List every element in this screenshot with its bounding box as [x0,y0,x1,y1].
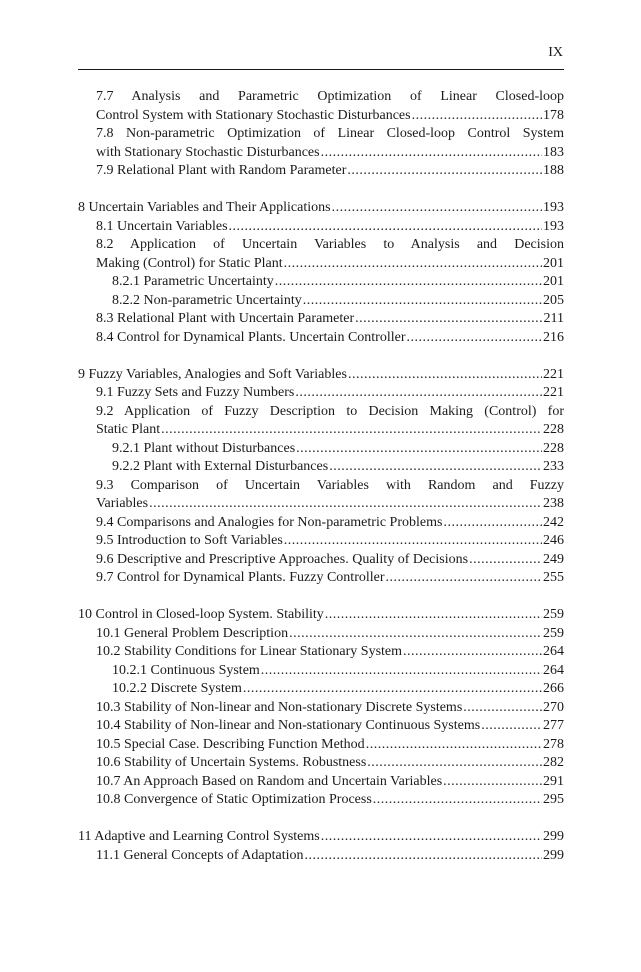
dot-leader [481,717,542,736]
toc-section-entry [78,569,564,588]
toc-entry-line [78,199,564,218]
dot-leader [325,606,542,625]
toc-entry-title: 9.2.2 Plant with External Disturbances [112,459,329,474]
toc-entry-title: 10.2 Stability Conditions for Linear Stationary System [96,644,403,659]
toc-entry-title: 8.2.1 Parametric Uncertainty [112,274,274,289]
toc-entry-line [78,828,564,847]
toc-entry-title: 10.8 Convergence of Static Optimization Process [96,792,372,807]
toc-entry-line [96,736,564,755]
dot-leader [373,791,542,810]
toc-entry-title: 10.5 Special Case. Describing Function Method [96,736,365,752]
toc-entry-title-line: 8.2 Application of Uncertain Variables to Analysis and Decision [96,237,564,252]
toc-entry-page-number: 228 [543,422,564,437]
toc-entry-title: 11.1 General Concepts of Adaptation [96,847,304,863]
toc-section-entry [78,310,564,329]
toc-entry-page-number: 211 [543,311,564,326]
toc-entry-page-number: 242 [543,514,564,530]
dot-leader [412,107,542,126]
toc-section-entry [78,625,564,644]
toc-entry-title: 10.6 Stability of Uncertain Systems. Robustness [96,755,367,770]
dot-leader [295,384,542,403]
toc-entry-line [96,717,564,736]
toc-entry-line [96,144,564,163]
dot-leader [366,736,542,755]
toc-entry-page-number: 188 [543,163,564,178]
toc-entry-page-number: 259 [543,625,564,641]
toc-entry-title: 10.1 General Problem Description [96,625,289,641]
toc-entry-page-number: 266 [543,681,564,696]
toc-entry-line [96,218,564,237]
toc-section-entry [78,218,564,237]
toc-entry-line [96,514,564,533]
dot-leader [329,458,542,477]
toc-entry-line [96,569,564,588]
toc-entry-title: 10.3 Stability of Non-linear and Non-stationary Discrete Systems [96,699,463,715]
toc-section-entry [78,477,564,514]
toc-entry-line [96,310,564,329]
dot-leader [443,773,542,792]
toc-entry-title: 9 Fuzzy Variables, Analogies and Soft Variables [78,366,347,382]
dot-leader [347,162,542,181]
toc-entry-page-number: 233 [543,459,564,474]
toc-entry-line [78,606,564,625]
toc-entry-page-number: 278 [543,736,564,752]
toc-entry-title: Making (Control) for Static Plant [96,255,283,271]
toc-entry-page-number: 277 [543,718,564,733]
toc-section-entry [78,717,564,736]
toc-section-entry [78,532,564,551]
dot-leader [355,310,542,329]
toc-entry-title: 8.1 Uncertain Variables [96,218,228,234]
toc-entry-page-number: 264 [543,662,564,678]
toc-subsection-entry [78,458,564,477]
toc-entry-line [96,532,564,551]
toc-entry-title: 8.4 Control for Dynamical Plants. Uncertain Controller [96,329,406,345]
toc-section-entry [78,847,564,866]
toc-entry-title-line: 9.2 Application of Fuzzy Description to Decision Making (Control) for [96,403,564,419]
toc-entry-page-number: 299 [543,847,564,863]
toc-entry-title: 10.2.2 Discrete System [112,681,242,696]
toc-entry-page-number: 193 [543,200,564,215]
toc-entry-title-line: 7.7 Analysis and Parametric Optimization of Linear Closed-loop [96,89,564,104]
toc-entry-line [96,625,564,644]
dot-leader [229,218,542,237]
toc-section-entry [78,384,564,403]
toc-subsection-entry [78,440,564,459]
toc-entry-title: 9.4 Comparisons and Analogies for Non-parametric Problems [96,514,443,530]
toc-section-entry [78,736,564,755]
dot-leader [304,847,542,866]
dot-leader [386,569,542,588]
toc-entry-line [96,791,564,810]
toc-entry-title: 7.9 Relational Plant with Random Parameter [96,163,347,178]
toc-entry-title: Variables [96,496,149,511]
toc-entry-title: Static Plant [96,422,161,437]
toc-entry-line [78,366,564,385]
toc-entry-line [112,273,564,292]
toc-entry-title: 9.7 Control for Dynamical Plants. Fuzzy Controller [96,570,385,585]
dot-leader [463,699,542,718]
toc-entry-line [96,329,564,348]
dot-leader [284,532,542,551]
dot-leader [367,754,542,773]
toc-entry-page-number: 299 [543,829,564,844]
toc-entry-title: 9.2.1 Plant without Disturbances [112,440,296,456]
toc-entry-title: Control System with Stationary Stochastic Disturbances [96,107,411,123]
dot-leader [161,421,542,440]
toc-entry-page-number: 282 [543,755,564,770]
toc-entry-line [96,847,564,866]
dot-leader [289,625,542,644]
page-number: IX [548,45,563,60]
dot-leader [321,828,542,847]
toc-entry-line [96,255,564,274]
toc-entry-line [96,699,564,718]
dot-leader [332,199,542,218]
toc-section-entry [78,551,564,570]
toc-subsection-entry [78,662,564,681]
table-of-contents [78,88,564,865]
dot-leader [407,329,543,348]
dot-leader [469,551,542,570]
dot-leader [275,273,542,292]
toc-entry-title: 9.5 Introduction to Soft Variables [96,533,283,548]
toc-subsection-entry [78,292,564,311]
toc-entry-title: 10.4 Stability of Non-linear and Non-stationary Continuous Systems [96,718,481,733]
toc-entry-page-number: 295 [543,792,564,807]
toc-chapter-entry [78,606,564,625]
toc-entry-line [96,551,564,570]
toc-section-entry [78,403,564,440]
toc-section-entry [78,125,564,162]
dot-leader [348,366,542,385]
dot-leader [403,643,542,662]
toc-entry-title: 8 Uncertain Variables and Their Applications [78,200,331,215]
toc-entry-title: 10.7 An Approach Based on Random and Uncertain Variables [96,773,443,789]
toc-section-entry [78,88,564,125]
toc-entry-title: 10 Control in Closed-loop System. Stability [78,607,324,622]
toc-subsection-entry [78,273,564,292]
dot-leader [243,680,542,699]
toc-entry-page-number: 201 [543,255,564,271]
toc-entry-title: with Stationary Stochastic Disturbances [96,144,320,160]
toc-entry-page-number: 249 [543,551,564,567]
toc-entry-line [96,421,564,440]
dot-leader [261,662,542,681]
toc-entry-title-line: 9.3 Comparison of Uncertain Variables with Random and Fuzzy [96,477,564,493]
toc-section-entry [78,643,564,662]
toc-section-entry [78,329,564,348]
toc-entry-page-number: 246 [543,533,564,548]
toc-section-entry [78,162,564,181]
toc-chapter-entry [78,366,564,385]
header-rule [78,69,564,70]
toc-entry-line [112,680,564,699]
toc-entry-title: 10.2.1 Continuous System [112,662,260,678]
toc-section-entry [78,699,564,718]
toc-entry-page-number: 178 [543,107,564,123]
dot-leader [149,495,542,514]
dot-leader [284,255,542,274]
toc-entry-title: 8.2.2 Non-parametric Uncertainty [112,292,302,308]
toc-section-entry [78,236,564,273]
toc-entry-page-number: 270 [543,699,564,715]
toc-entry-page-number: 264 [543,644,564,659]
toc-entry-title-line: 7.8 Non-parametric Optimization of Linear Closed-loop Control System [96,126,564,141]
toc-entry-page-number: 221 [543,366,564,382]
toc-entry-page-number: 259 [543,607,564,622]
dot-leader [303,292,542,311]
toc-chapter-entry [78,199,564,218]
toc-subsection-entry [78,680,564,699]
toc-entry-line [96,495,564,514]
toc-entry-page-number: 221 [543,385,564,400]
toc-entry-line [96,773,564,792]
toc-section-entry [78,791,564,810]
toc-entry-line [96,162,564,181]
toc-section-entry [78,773,564,792]
toc-entry-page-number: 183 [543,144,564,160]
toc-entry-line [112,458,564,477]
toc-section-entry [78,754,564,773]
toc-entry-page-number: 193 [543,218,564,234]
toc-chapter-entry [78,828,564,847]
toc-entry-page-number: 201 [543,274,564,289]
toc-entry-title: 9.6 Descriptive and Prescriptive Approaches. Quality of Decisions [96,551,469,567]
dot-leader [296,440,542,459]
toc-entry-line [112,292,564,311]
toc-entry-line [96,384,564,403]
toc-entry-page-number: 228 [543,440,564,456]
toc-entry-line [112,440,564,459]
toc-entry-page-number: 291 [543,773,564,789]
toc-entry-title: 8.3 Relational Plant with Uncertain Parameter [96,311,355,326]
toc-entry-page-number: 205 [543,292,564,308]
toc-entry-title: 9.1 Fuzzy Sets and Fuzzy Numbers [96,385,295,400]
toc-entry-page-number: 238 [543,496,564,511]
toc-entry-title: 11 Adaptive and Learning Control Systems [78,829,320,844]
toc-entry-page-number: 255 [543,570,564,585]
toc-entry-line [112,662,564,681]
toc-entry-line [96,754,564,773]
toc-section-entry [78,514,564,533]
dot-leader [443,514,542,533]
toc-entry-line [96,107,564,126]
toc-entry-page-number: 216 [543,329,564,345]
dot-leader [321,144,542,163]
toc-entry-line [96,643,564,662]
